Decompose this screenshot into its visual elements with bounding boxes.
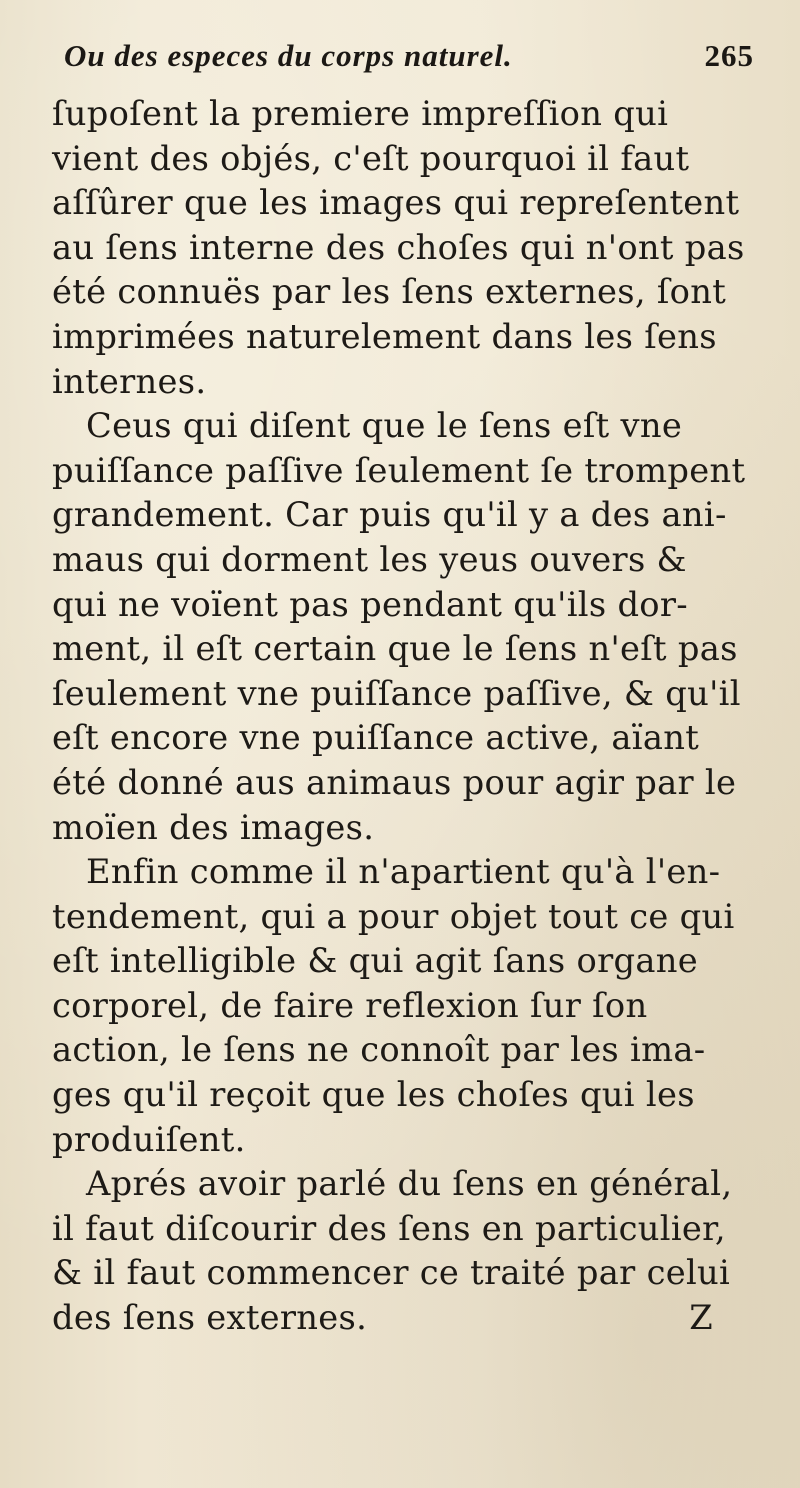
page-number: 265 [704, 38, 754, 73]
text-line: aſſûrer que les images qui repreſentent [52, 183, 740, 223]
text-line: maus qui dorment les yeus ouvers & [52, 539, 687, 579]
text-line: & il faut commencer ce traité par celui [52, 1253, 731, 1293]
last-line-row [52, 1296, 757, 1341]
paragraph-start-line: Ceus qui diſent que le ſens eſt vne [86, 406, 683, 446]
text-line: vient des objés, c'eſt pourquoi il faut [52, 138, 690, 178]
text-line: grandement. Car puis qu'il y a des ani- [52, 495, 727, 535]
text-line: produiſent. [52, 1119, 246, 1159]
text-line: moïen des images. [52, 807, 375, 847]
text-line: été donné aus animaus pour agir par le [52, 762, 737, 802]
text-line: ges qu'il reçoit que les choſes qui les [52, 1075, 695, 1115]
paragraph-start-line: Enfin comme il n'apartient qu'à l'en- [86, 852, 721, 892]
body-text [52, 92, 757, 1341]
text-line: au ſens interne des choſes qui n'ont pas [52, 227, 745, 267]
signature-mark: Z [689, 1298, 713, 1338]
running-head [64, 38, 754, 82]
text-line: internes. [52, 361, 207, 401]
text-line: il faut diſcourir des ſens en particulier, [52, 1208, 726, 1248]
text-line: des ſens externes. [52, 1298, 368, 1338]
text-line: eſt encore vne puiſſance active, aïant [52, 718, 700, 758]
text-line: ment, il eſt certain que le ſens n'eſt pas [52, 629, 738, 669]
text-line: action, le ſens ne connoît par les ima- [52, 1030, 706, 1070]
text-line: puiſſance paſſive ſeulement ſe trompent [52, 450, 746, 490]
text-line: été connuës par les ſens externes, ſont [52, 272, 727, 312]
running-title: Ou des especes du corps naturel. [64, 38, 513, 73]
text-line: corporel, de faire reflexion ſur ſon [52, 985, 648, 1025]
text-line: qui ne voïent pas pendant qu'ils dor- [52, 584, 688, 624]
text-line: ſeulement vne puiſſance paſſive, & qu'il [52, 673, 741, 713]
text-line: ſupoſent la premiere impreſſion qui [52, 94, 669, 133]
text-line: imprimées naturelement dans les ſens [52, 316, 717, 356]
text-line: eſt intelligible & qui agit ſans organe [52, 941, 698, 981]
text-line: tendement, qui a pour objet tout ce qui [52, 896, 735, 936]
paragraph-start-line: Aprés avoir parlé du ſens en général, [86, 1164, 733, 1204]
